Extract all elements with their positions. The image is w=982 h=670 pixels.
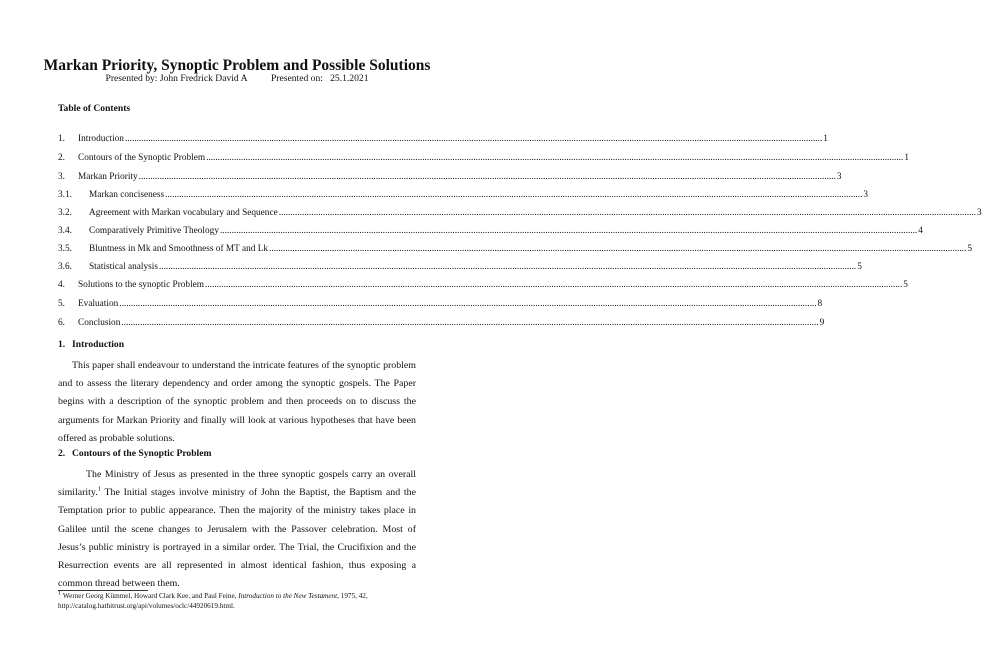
toc-title: Agreement with Markan vocabulary and Sequence	[89, 208, 278, 218]
toc-entry[interactable]	[58, 189, 869, 202]
toc-entry[interactable]	[58, 261, 862, 274]
toc-title: Evaluation	[78, 299, 119, 309]
footnote	[58, 589, 418, 611]
toc-number: 3.1.	[58, 190, 72, 200]
toc-number: 2.	[58, 153, 65, 163]
toc-number: 4.	[58, 280, 65, 290]
toc-heading: Table of Contents	[58, 103, 131, 114]
contours-paragraph	[58, 466, 416, 593]
paragraph-text-part: The Initial stages involve ministry of John the Baptist, the Baptism and the Temptation prior to public appearance. Then the majority of the ministry takes place in Galilee until the scene changes to Jerusalem with the Passover celebration. Most of Jesus’s public ministry is portrayed in a similar order. The Trial, the Crucifixion and the Resurrection events are all represented in almost identical fashion, thus exposing a common thread between them.	[58, 487, 416, 590]
toc-number: 5.	[58, 299, 65, 309]
footnote-text: Werner Georg Kümmel, Howard Clark Kee, and Paul Feine,	[61, 592, 239, 600]
paragraph-text-part: The Ministry of Jesus as presented in the three synoptic gospels carry an overall similarity.	[58, 469, 416, 499]
toc-title: Solutions to the synoptic Problem	[78, 280, 205, 290]
toc-leader-dots: ............................................................................................................................................................................................................................................................................................................	[278, 208, 976, 218]
footnote-citation[interactable]: , 1975, 42, http://catalog.hathitrust.org/api/volumes/oclc/44920619.html.	[58, 592, 368, 610]
toc-leader-dots: ............................................................................................................................................................................................................................................................................................................	[158, 262, 857, 272]
toc-title: Comparatively Primitive Theology	[89, 226, 219, 236]
toc-page-number: 3	[836, 172, 842, 182]
footnote-reference[interactable]: 1	[97, 485, 101, 493]
toc-leader-dots: ............................................................................................................................................................................................................................................................................................................	[206, 153, 904, 163]
toc-title: Bluntness in Mk and Smoothness of MT and Lk	[89, 244, 269, 254]
toc-entry[interactable]	[58, 298, 823, 311]
toc-page-number: 8	[817, 299, 823, 309]
toc-entry[interactable]	[58, 317, 825, 330]
toc-leader-dots: ............................................................................................................................................................................................................................................................................................................	[138, 172, 836, 182]
section-heading-introduction	[58, 339, 124, 350]
section-title: Introduction	[72, 339, 125, 350]
section-number: 1.	[58, 339, 66, 350]
toc-number: 1.	[58, 134, 65, 144]
paragraph-text	[58, 466, 416, 593]
toc-entry[interactable]	[58, 152, 909, 165]
toc-entry[interactable]	[58, 133, 828, 146]
footnote-divider	[58, 590, 148, 591]
toc-number: 3.	[58, 172, 65, 182]
section-number: 2.	[58, 448, 66, 459]
toc-number: 3.6.	[58, 262, 72, 272]
paragraph-text: This paper shall endeavour to understand the intricate features of the synoptic problem and to assess the literary dependency and order among the synoptic gospels. The Paper begins with a description of the synoptic problem and then proceeds on to discuss the arguments for Markan Priority and finally will look at various hypotheses that have been offered as probable solutions.	[58, 360, 416, 444]
toc-leader-dots: ............................................................................................................................................................................................................................................................................................................	[121, 318, 819, 328]
footnote-book-title: Introduction to the New Testament	[238, 592, 338, 600]
toc-page-number: 1	[904, 153, 909, 163]
toc-title: Contours of the Synoptic Problem	[78, 153, 206, 163]
toc-number: 6.	[58, 318, 65, 328]
toc-entry[interactable]	[58, 279, 908, 292]
toc-number: 3.4.	[58, 226, 72, 236]
toc-page-number: 1	[823, 134, 828, 144]
toc-page-number: 9	[819, 318, 825, 328]
toc-number: 3.2.	[58, 208, 72, 218]
section-heading-contours	[58, 448, 211, 459]
toc-title: Markan conciseness	[89, 190, 165, 200]
document-title: Markan Priority, Synoptic Problem and Possible Solutions	[43, 57, 431, 74]
toc-leader-dots: ............................................................................................................................................................................................................................................................................................................	[124, 134, 823, 144]
toc-page-number: 5	[967, 244, 972, 254]
toc-page-number: 5	[903, 280, 908, 290]
toc-page-number: 5	[857, 262, 862, 272]
section-title: Contours of the Synoptic Problem	[72, 448, 212, 459]
toc-number: 3.5.	[58, 244, 72, 254]
toc-leader-dots: ............................................................................................................................................................................................................................................................................................................	[165, 190, 863, 200]
toc-leader-dots: ............................................................................................................................................................................................................................................................................................................	[119, 299, 817, 309]
toc-entry[interactable]	[58, 171, 842, 184]
toc-leader-dots: ............................................................................................................................................................................................................................................................................................................	[205, 280, 903, 290]
toc-leader-dots: ............................................................................................................................................................................................................................................................................................................	[219, 226, 918, 236]
toc-title: Conclusion	[78, 318, 121, 328]
toc-leader-dots: ............................................................................................................................................................................................................................................................................................................	[269, 244, 967, 254]
toc-page-number: 3	[976, 208, 982, 218]
toc-page-number: 4	[918, 226, 923, 236]
toc-title: Statistical analysis	[89, 262, 158, 272]
document-subtitle: Presented by: John Fredrick David A Presented on: 25.1.2021	[105, 73, 369, 84]
toc-entry[interactable]	[58, 207, 982, 220]
toc-page-number: 3	[863, 190, 869, 200]
footnote-mark: 1	[58, 589, 62, 597]
toc-entry[interactable]	[58, 225, 923, 238]
introduction-paragraph	[58, 357, 416, 448]
toc-title: Markan Priority	[78, 172, 138, 182]
toc-entry[interactable]	[58, 243, 972, 256]
toc-title: Introduction	[78, 134, 124, 144]
